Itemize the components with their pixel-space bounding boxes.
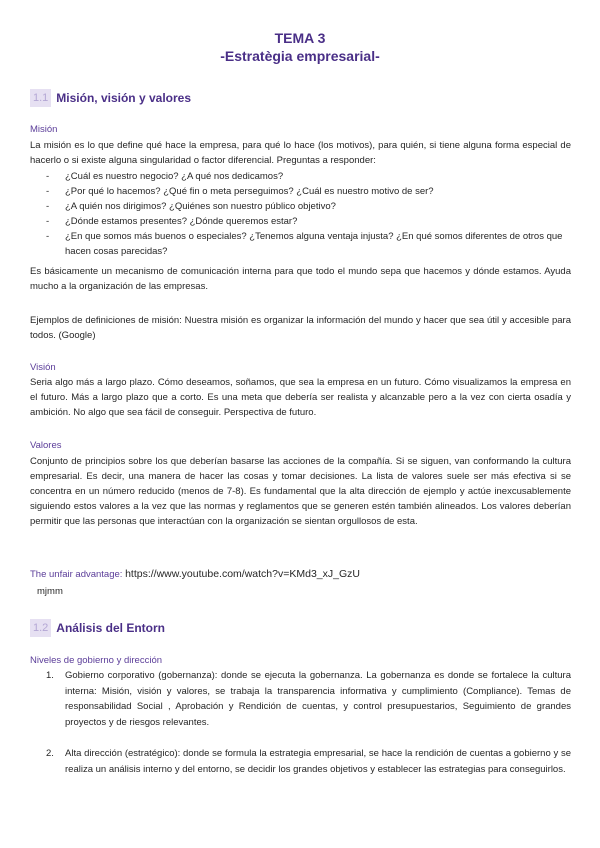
list-item [30, 746, 571, 777]
dash-marker: - [46, 231, 50, 242]
unfair-advantage-line [30, 567, 360, 582]
mision-intro: La misión es lo que define qué hace la empresa, para qué lo hace (los motivos), para quién, si tiene alguna forma especial de hacerlo o si existe alguna singularidad o factor diferencial. Preguntas a responder: [30, 140, 571, 166]
section-title: Análisis del Entorn [56, 621, 165, 635]
mision-questions [30, 169, 571, 259]
item-text: Alta dirección (estratégico): donde se formula la estrategia empresarial, se hace la rendición de cuentas a gobierno y se realiza un análisis interno y del entorno, se decidir los grandes objetivos y establecer las estrategias para conseguirlos. [65, 748, 571, 775]
title-line-1: TEMA 3 [274, 30, 326, 46]
list-item: - ¿Dónde estamos presentes? ¿Dónde queremos estar? [46, 216, 298, 227]
list-item: - ¿A quién nos dirigimos? ¿Quiénes son nuestro público objetivo? [46, 201, 336, 212]
list-item: - ¿Por qué lo hacemos? ¿Qué fin o meta perseguimos? ¿Cuál es nuestro motivo de ser? [46, 186, 434, 197]
vision-text: Seria algo más a largo plazo. Cómo deseamos, soñamos, que sea la empresa en un futuro. Cómo visualizamos la empresa en el futuro. Más a largo plazo que a corto. Es una meta que debería ser realista y alcanzable pero a la vez con cierta osadía y ambición. No algo que sea fácil de conseguir. Perspectiva de futuro. [30, 377, 571, 418]
list-item: - ¿Cuál es nuestro negocio? ¿A qué nos dedicamos? [46, 171, 284, 182]
mision-after: Es básicamente un mecanismo de comunicación interna para que todo el mundo sepa que hacemos y dónde estamos. Ayuda mucho a la organización de las empresas. [30, 266, 571, 292]
item-number: 1. [46, 670, 54, 681]
advantage-note: mjmm [37, 586, 63, 597]
niveles-list [30, 668, 571, 777]
item-text: Gobierno corporativo (gobernanza): donde se ejecuta la gobernanza. La gobernanza es donde se fortalece la cultura interna: Misión, visión y valores, se trabaja la transparencia informativa y cumplimiento (Compliance). Temas de responsabilidad Social , Aprobación y Rendición de cuentas, y control presupuestarios, Seguimiento de grandes proyectos y de riesgos relevantes. [65, 670, 571, 728]
list-item: - ¿En que somos más buenos o especiales? ¿Tenemos alguna ventaja injusta? ¿En qué somos diferentes de otros que hacen cosas parecidas? [46, 231, 563, 257]
advantage-link[interactable]: https://www.youtube.com/watch?v=KMd3_xJ_GzU [125, 568, 360, 580]
document-title [0, 30, 600, 66]
section-number: 1.2 [30, 619, 51, 637]
vision-heading: Visión [30, 362, 56, 373]
mision-heading: Misión [30, 124, 58, 135]
title-line-2: -Estratègia empresarial- [220, 48, 380, 64]
niveles-heading: Niveles de gobierno y dirección [30, 655, 163, 666]
list-item [30, 668, 571, 730]
section-heading-1-2 [30, 619, 165, 637]
dash-marker: - [46, 201, 50, 212]
dash-marker: - [46, 216, 50, 227]
dash-marker: - [46, 171, 50, 182]
section-heading-1-1 [30, 89, 191, 107]
section-title: Misión, visión y valores [56, 91, 192, 105]
mision-example: Ejemplos de definiciones de misión: Nuestra misión es organizar la información del mundo y hacer que sea útil y accesible para todos. (Google) [30, 315, 571, 341]
dash-marker: - [46, 186, 50, 197]
advantage-label: The unfair advantage: [30, 569, 123, 580]
valores-heading: Valores [30, 440, 62, 451]
valores-text: Conjunto de principios sobre los que deberían basarse las acciones de la compañía. Si se siguen, van conformando la cultura empresarial. Es decir, una manera de hacer las cosas y tomar decisiones. La lista de valores suele ser más efectiva si se concentra en un número reducido (menos de 7-8). Es fundamental que la alta dirección de ejemplo y actúe inexcusablemente siguiendo estos valores a la vez que las normas y reglamentos que se generen estén también alineados. Los valores deberían permitir que las personas que interactúan con la organización se sientan orgullosos de esta. [30, 456, 571, 527]
item-number: 2. [46, 748, 54, 759]
section-number: 1.1 [30, 89, 51, 107]
